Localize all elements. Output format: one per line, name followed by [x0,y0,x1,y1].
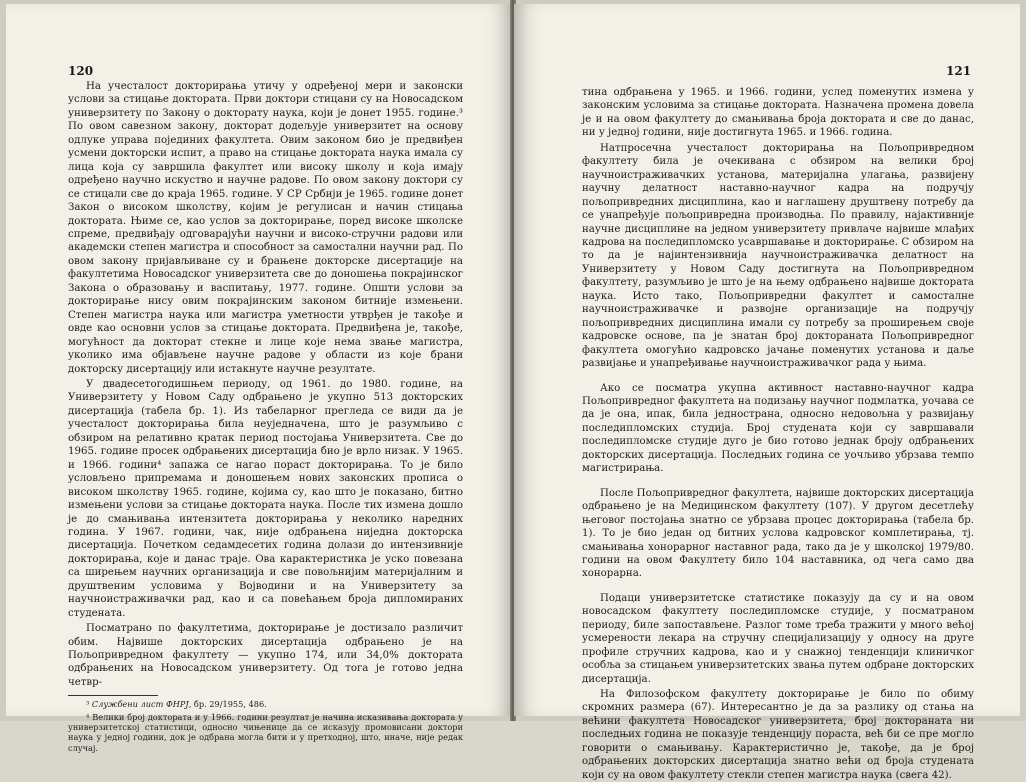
paragraph: На учесталост докторирања утичу у одређеној мери и законски услови за стицање доктората. Први доктори стицани су на Новосадском универзитету по Закону о докторату наука, који је донет 1955. године.³ По овом савезном закону, докторат додељује универзитет на основу одлуке управа појединих факултета. Овим законом био је предвиђен усмени докторски испит, а право на стицање доктората наука имала су лица која су завршила факултет или високу школу и која имају одређено научно искуство и научне радове. По овом закону доктори су се стицали све до краја 1965. године. У СР Србији је 1965. године донет Закон о високом школству, којим је регулисан и начин стицања доктората. Њиме се, као услов за докторирање, поред високе школске спреме, предвиђају одговарајући научни и високо-стручни радови или академски степен магистра и способност за самостални научни рад. По овом закону пријављиване су и брањене докторске дисертације на факултетима Новосадског универзитета све до доношења покрајинског Закона о образовању и васпитању, 1977. године. Општи услови за докторирање нису овим покрајинским законом битније измењени. Степен магистра наука или магистра уметности утврђен је такође и овде као основни услов за стицање доктората. Предвиђена је, такође, могућност да докторат стекне и лице које нема звање магистра, уколико има објављене научне радове у области из које брани докторску дисертацију или истакнуте научне резултате. [68,81,463,375]
left-page [6,4,512,753]
page-number-left: 120 [68,64,94,78]
paragraph: Натпросечна учесталост докторирања на Пољопривредном факултету била је очекивана с обзиром на велики број научноистраживачких установа, материјална улагања, развијену научну делатност наставно-научног кадра на подручју пољопривредних дисциплина, као и наглашену друштвену потребу да се унапређује пољопривредна производња. По правилу, најактивније научне дисциплине на једном универзитету привлаче највише млађих кадрова на последипломско усавршавање и докторирање. С обзиром на то да је најинтензивнија научноистраживачка делатност на Универзитету у Новом Саду достигнута на Пољопривредном факултету, разумљиво је што је на њему одбрањено највише доктората наука. Исто тако, Пољопривредни факултет и самосталне научноистраживачке и развојне организације на подручју пољопривредних дисциплина имали су потребу за проширењем своје кадровске основе, па је знатан број докторанатa Пољопривредног факултета омогућио кадровско јачање поменутих установа и даље развијање и унапређивање научноистраживачког рада у њима. [582,142,974,370]
paragraph: У двадесетогодишњем периоду, од 1961. до 1980. године, на Универзитету у Новом Саду одбрањено је укупно 513 докторских дисертација (табела бр. 1). Из табеларног прегледа се види да је учесталост докторирања била неуједначена, што је разумљиво с обзиром на релативно кратак период постојања Универзитета. Све до 1965. године просек одбрањених дисертација био је врло низак. У 1965. и 1966. години⁴ запажа се нагао пораст докторирања. То је било условљено припремама и доношењем нових законских прописа о високом школству 1965. године, којима су, као што је показано, битно измењени услови за стицање доктората наука. После тих измена дошло је до смањивања интензитета докторирања у неколико наредних година. У 1967. години, чак, није одбрањена ниједна докторска дисертација. Почетком седамдесетих година долази до интензивније докторирања, које и данас траје. Ова карактеристика је уско повезана са ширењем научних организација и све повољнијим материјалним и друштвеним условима у Војводини и на Универзитету за научноистраживачки рад, као и са повећањем броја дипломираних студената. [68,378,463,619]
footnote-text: бр. 29/1955, 486. [191,699,267,710]
footnote-ref: ⁴ [86,711,90,722]
paragraph: Подаци универзитетске статистике показују да су и на овом новосадском факултету последипломске студије, у посматраном периоду, биле запостављене. Разлог томе треба тражити у много већој усмерености лекара на стручну специјализацију у односу на друге профиле стручних кадрова, као и у снажној тенденцији клиничког особља за стицањем универзитетских звања путем одбране докторских дисертација. [582,592,974,685]
footnote-text: Велики број доктората и у 1966. години резултат је начина исказивања доктората у универзитетској статистици, односно чињенице да се исказују промовисани доктори наука у једној години, док је одбрана могла бити и у претходној, што, иначе, није редак случај. [68,711,464,753]
page-number-right: 121 [946,64,972,78]
footnote-ref: ³ [86,699,90,710]
right-page [514,4,1020,781]
paragraph: На Филозофском факултету докторирање је било по обиму скромних размера (67). Интересантно је да за разлику од стања на већини факултета Новосадског универзитета, број докторанатa ни последњих година не показује тенденцију пораста, већ би се пре могло говорити о смањивању. Карактеристично је, такође, да је број одбрањених докторских дисертација знатно већи од броја студената који су на овом факултету стекли степен магистра наука (свега 42). [582,689,974,781]
paragraph: Ако се посматра укупна активност наставно-научног кадра Пољопривредног факултета на подизању научног подмлатка, уочава се да је она, ипак, била једнострана, односно недовољна у развијању последипломских студија. Број студената који су завршавали последипломске студије дуго је био готово једнак броју одбрањених докторских дисертација. Последњих година се уочљиво убрзава темпо магистрирања. [582,382,974,475]
paragraph: тина одбрањена у 1965. и 1966. години, услед поменутих измена у законским условима за стицање доктората. Назначена промена довела је и на овом факултету до смањивања броја доктората и све до данас, ни у једној години, није достигнута 1965. и 1966. година. [582,87,974,139]
paragraph: После Пољопривредног факултета, највише докторских дисертација одбрањено је на Медицинском факултету (107). У другом десетлећу његовог постојања знатно се убрзава процес докторирања (табела бр. 1). То је био један од битних услова кадровског комплетирања, тј. смањивања хонорарног наставног рада, тако да је у школској 1979/80. години на овом Факултету било 104 наставника, од чега само два хонорарна. [582,487,974,580]
right-page-text [582,86,974,782]
footnote-rule [68,695,158,696]
footnote [68,699,463,709]
left-page-text [68,80,463,753]
footnote [68,712,463,753]
footnote-italic: Службени лист ФНРЈ, [91,699,192,710]
paragraph: Посматрано по факултетима, докторирање је достизало различит обим. Највише докторских дисертација одбрањено је на Пољопривредном факултету — укупно 174, или 34,0% доктората одбрањених на Новосадском универзитету. Од тога је готово једна четвр- [68,623,463,688]
